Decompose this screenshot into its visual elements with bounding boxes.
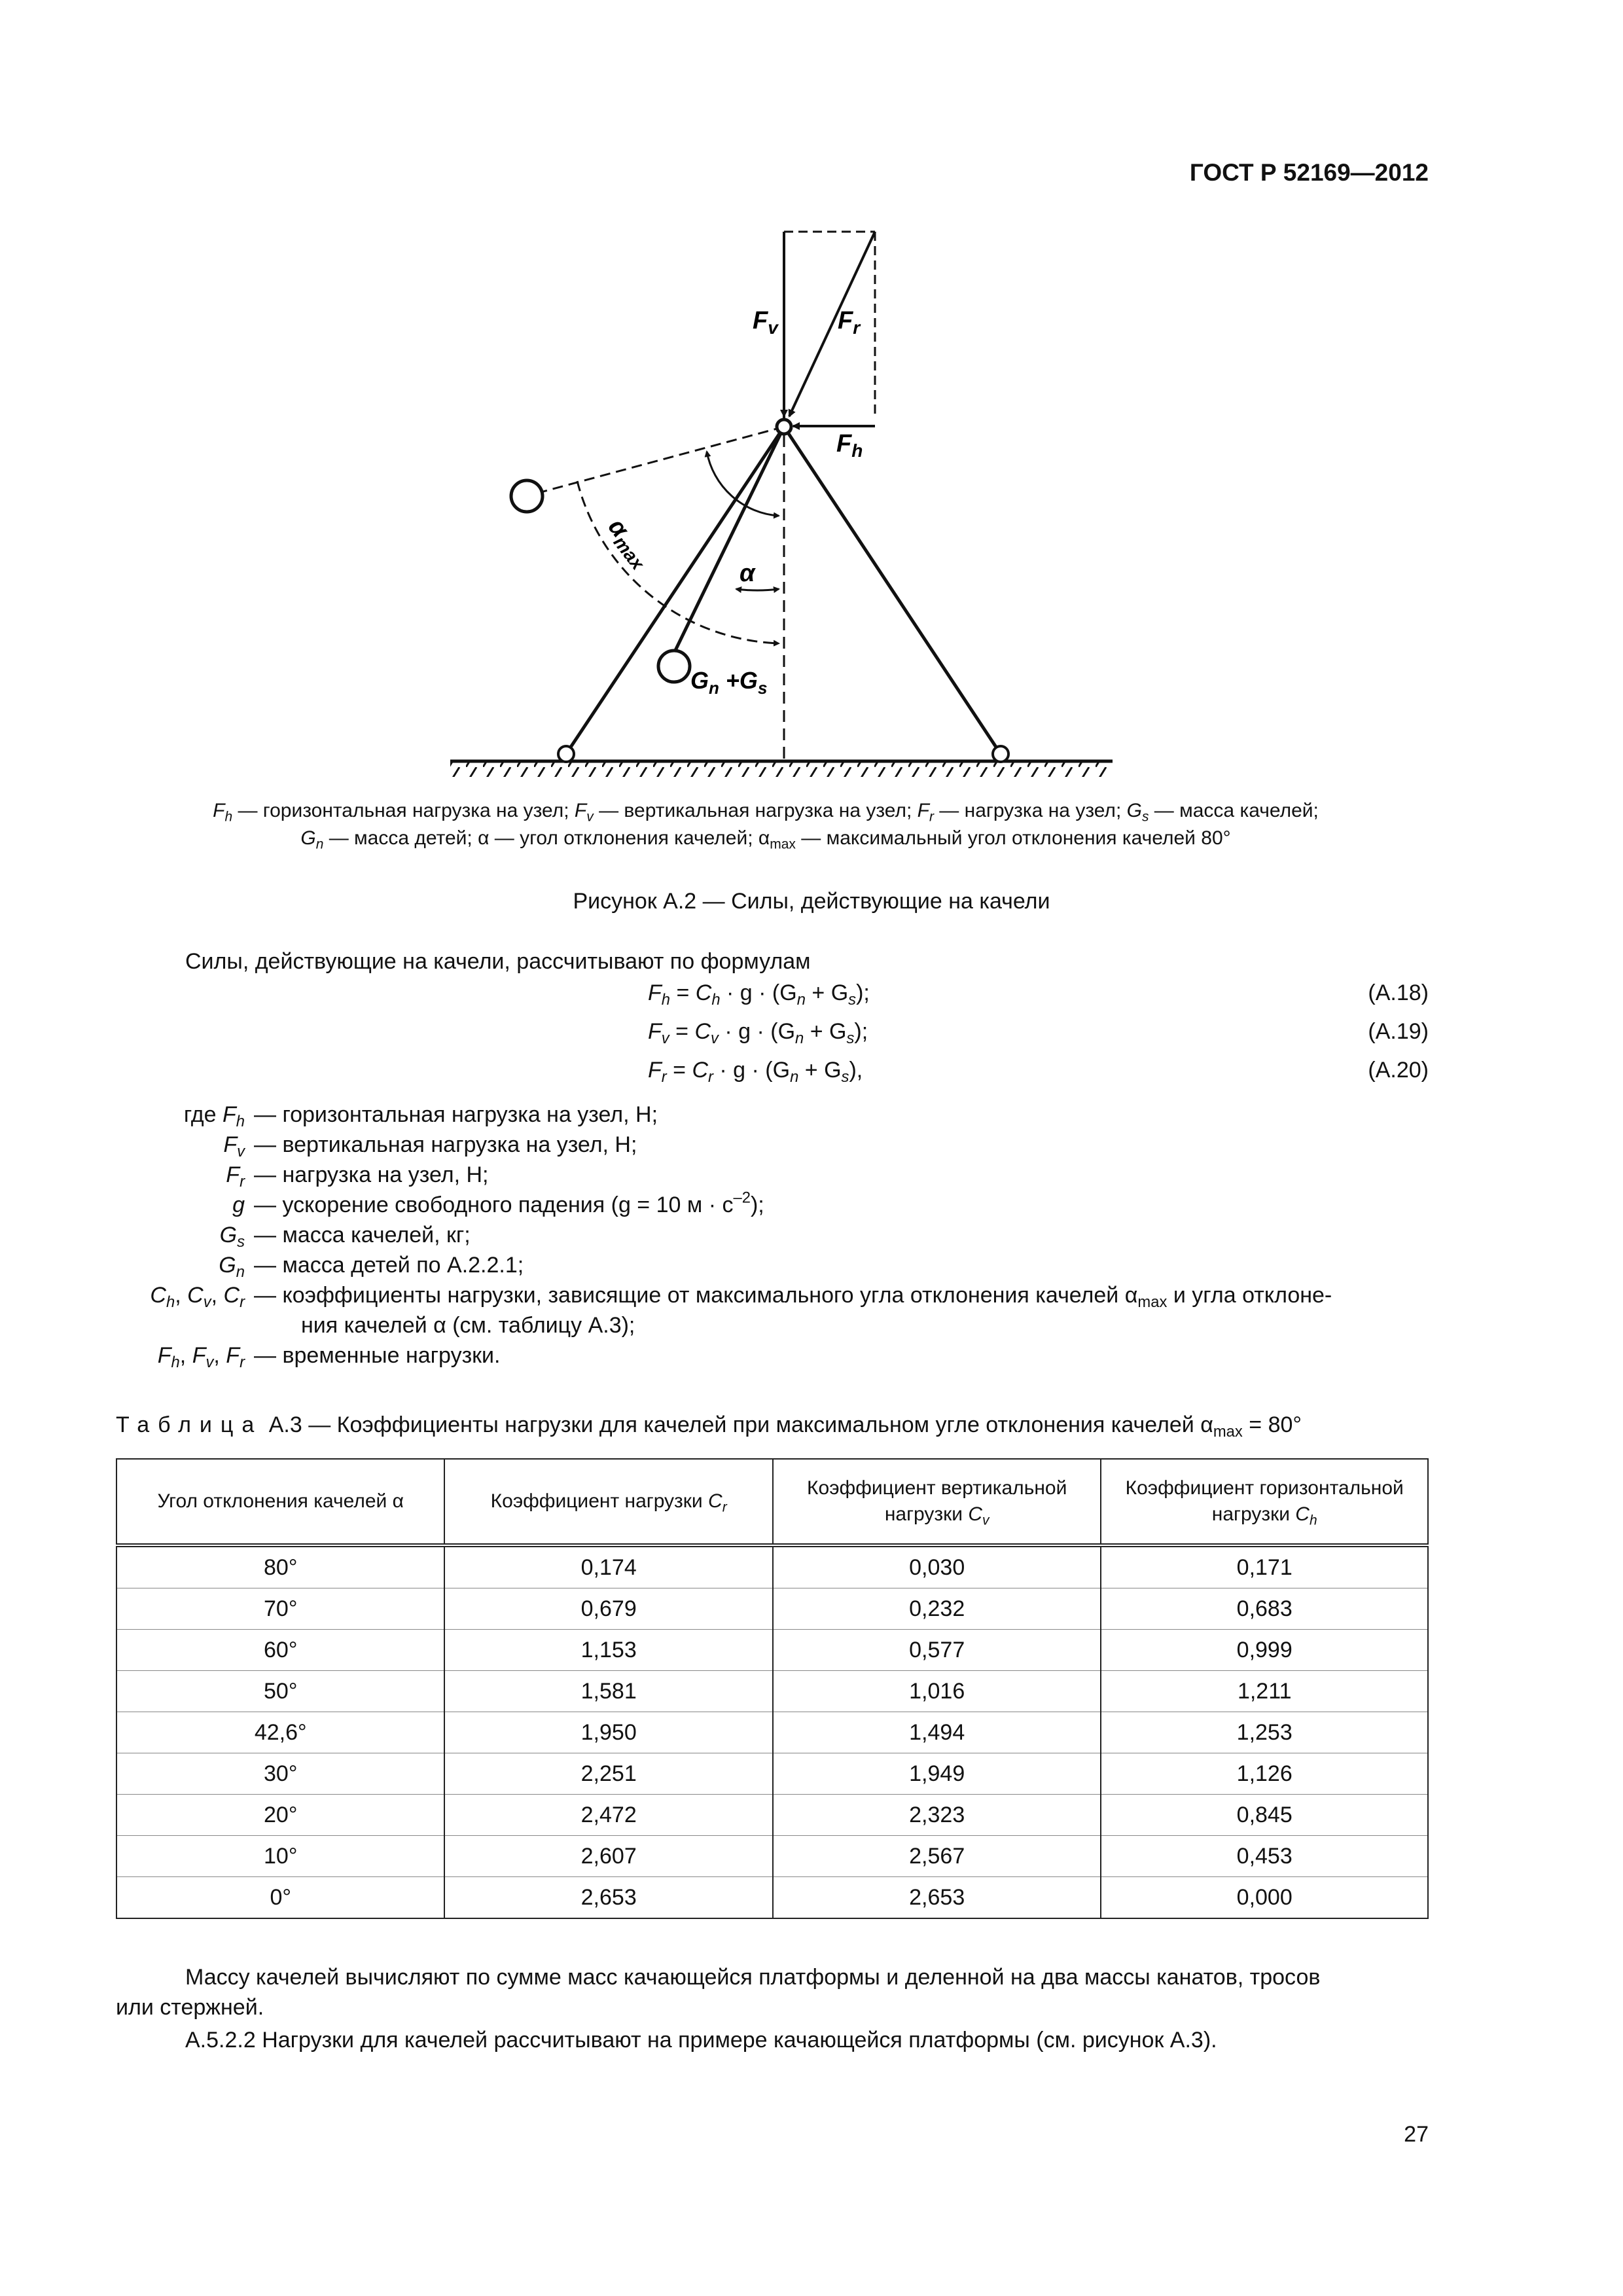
where-text-gn: — масса детей по А.2.2.1; [254,1253,524,1278]
where-text-g: — ускорение свободного падения (g = 10 $м \cdot с^{-2}$); [254,1189,764,1217]
fr-label: $F_r$ [838,307,861,338]
formula-a20: $F_r = C_r \cdot g \cdot (G_n + G_s)$, [648,1058,863,1086]
fr-arrow [789,232,875,416]
swing-rod [671,427,784,660]
formula-number-a19: (А.19) [1368,1019,1429,1044]
footer-paragraph-1: Массу качелей вычисляют по сумме масс качающейся платформы и деленной на два массы канатов, тросов [185,1965,1321,1990]
table-header-row [116,1459,1428,1545]
formula-a18: $F_h = C_h \cdot g \cdot (G_n + G_s)$; [648,980,870,1009]
alpha-label: α [740,560,755,587]
legend-line-1: $F_h$ — горизонтальная нагрузка на узел; $F_v$ — вертикальная нагрузка на узел; $F_r$ — нагрузка на узел; $G_s$ — масса качелей; [213,800,1319,825]
table-row: 0° 2,653 2,653 0,000 [116,1877,1428,1919]
figure-legend [105,797,1427,852]
table-row: 80° 0,174 0,030 0,171 [116,1545,1428,1588]
table-row: 10° 2,607 2,567 0,453 [116,1836,1428,1877]
where-text-fh: — горизонтальная нагрузка на узел, Н; [254,1102,658,1127]
fv-label: $F_v$ [753,307,778,338]
table-row: 50° 1,581 1,016 1,211 [116,1671,1428,1712]
swing-forces-diagram [432,223,1126,785]
where-symbol-gs: $G_s$ [219,1223,245,1251]
document-header: ГОСТ Р 52169—2012 [1189,159,1429,186]
where-symbol-fv: $F_v$ [223,1132,245,1161]
where-text-coef: — коэффициенты нагрузки, зависящие от максимального угла отклонения качелей $\alpha_{max}$ и угла отклоне- [254,1283,1332,1312]
right-foot [993,746,1008,762]
footer-paragraph-2: А.5.2.2 Нагрузки для качелей рассчитывают на примере качающейся платформы (см. рисунок А.3). [185,2028,1217,2053]
variable-definitions [0,1100,1623,1401]
where-text-fv: — вертикальная нагрузка на узел, Н; [254,1132,637,1157]
header-angle: Угол отклонения качелей α [116,1459,444,1545]
alpha-max-label: $\alpha_{max}$ [602,513,649,574]
where-text-temp: — временные нагрузки. [254,1343,501,1368]
where-symbol-fr: $F_r$ [226,1162,245,1191]
formula-number-a18: (А.18) [1368,980,1429,1005]
table-row: 20° 2,472 2,323 0,845 [116,1795,1428,1836]
alpha-arc [736,589,779,590]
right-leg [784,427,1001,754]
intro-paragraph: Силы, действующие на качели, рассчитывают по формулам [185,949,811,974]
table-row: 42,6° 1,950 1,494 1,253 [116,1712,1428,1753]
table-row: 30° 2,251 1,949 1,126 [116,1753,1428,1795]
formula-number-a20: (А.20) [1368,1058,1429,1083]
left-foot [558,746,574,762]
where-text-coef-cont: ния качелей α (см. таблицу А.3); [301,1313,635,1338]
where-symbol-g: g [232,1193,245,1217]
where-symbol-fh: где $F_h$ [183,1102,245,1131]
footer-paragraph-1-cont: или стержней. [116,1995,264,2020]
ground-hatching [450,762,1113,777]
where-text-fr: — нагрузка на узел, Н; [254,1162,489,1187]
fh-label: $F_h$ [836,430,863,461]
seat-max-position [511,480,543,512]
legend-line-2: $G_n$ — масса детей; α — угол отклонения качелей; $\alpha_{max}$ — максимальный угол отклонения качелей 80° [300,827,1231,852]
where-symbol-gn: $G_n$ [219,1253,245,1282]
header-cr: Коэффициент нагрузки $C_r$ [444,1459,773,1545]
table-row: 60° 1,153 0,577 0,999 [116,1630,1428,1671]
where-text-gs: — масса качелей, кг; [254,1223,471,1247]
where-symbol-coef: $C_h$, $C_v$, $C_r$ [150,1283,245,1312]
seat-position [658,651,690,682]
where-symbol-temp: $F_h$, $F_v$, $F_r$ [157,1343,245,1372]
pivot-node [777,420,791,434]
load-label: $G_n +G_s$ [690,667,768,698]
table-title: Таблица А.3 — Коэффициенты нагрузки для качелей при максимальном угле отклонения качелей $\alpha_{max} = 80^\circ$ [116,1412,1302,1441]
figure-caption: Рисунок А.2 — Силы, действующие на качели [573,889,1050,914]
header-cv: Коэффициент вертикальной нагрузки $C_v$ [773,1459,1101,1545]
formula-a19: $F_v = C_v \cdot g \cdot (G_n + G_s)$; [648,1019,868,1048]
coefficients-table [116,1458,1429,1919]
page-number: 27 [1404,2122,1429,2147]
header-ch: Коэффициент горизонтальной нагрузки $C_h$ [1101,1459,1428,1545]
table-row: 70° 0,679 0,232 0,683 [116,1588,1428,1630]
